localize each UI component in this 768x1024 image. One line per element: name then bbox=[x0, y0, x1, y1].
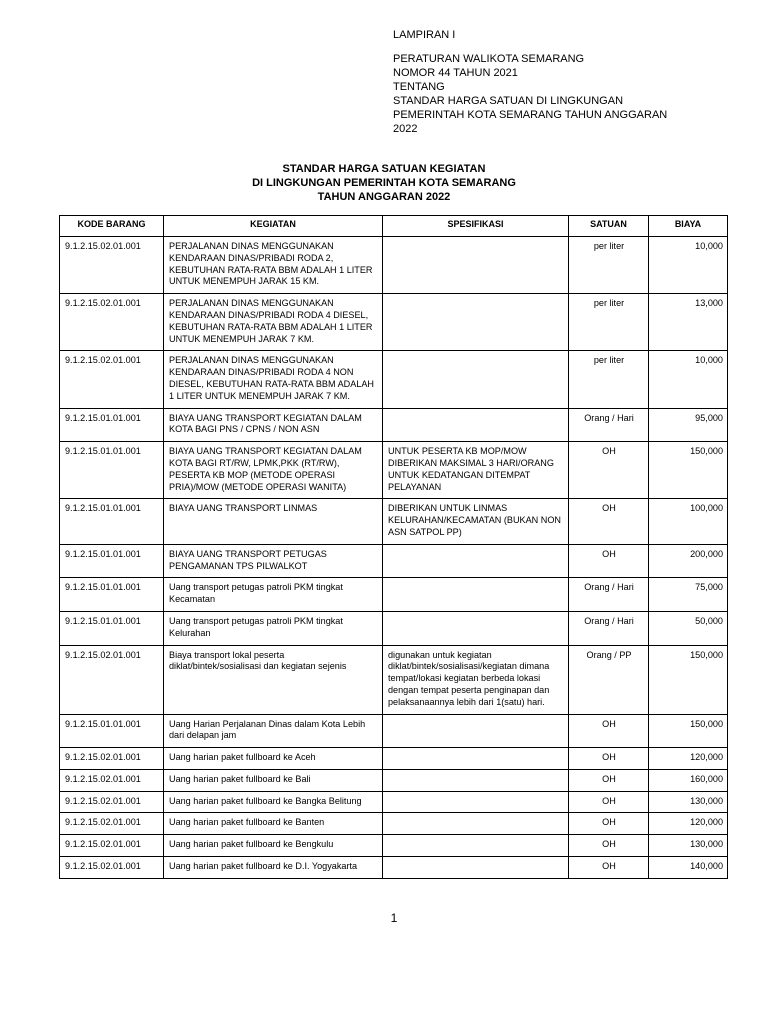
item-activity: Uang harian paket fullboard ke D.I. Yogyakarta bbox=[164, 857, 383, 879]
item-specification bbox=[383, 351, 569, 408]
column-header-biaya: BIAYA bbox=[649, 216, 728, 237]
item-code: 9.1.2.15.01.01.001 bbox=[60, 499, 164, 544]
item-cost: 10,000 bbox=[649, 237, 728, 294]
item-specification: UNTUK PESERTA KB MOP/MOW DIBERIKAN MAKSIMAL 3 HARI/ORANG UNTUK KEDATANGAN DITEMPAT PELAYANAN bbox=[383, 442, 569, 499]
item-cost: 100,000 bbox=[649, 499, 728, 544]
table-row bbox=[60, 645, 728, 714]
table-row bbox=[60, 714, 728, 748]
item-activity: BIAYA UANG TRANSPORT KEGIATAN DALAM KOTA BAGI RT/RW, LPMK,PKK (RT/RW), PESERTA KB MOP (METODE OPERASI PRIA)/MOW (METODE OPERASI WANITA) bbox=[164, 442, 383, 499]
item-cost: 120,000 bbox=[649, 813, 728, 835]
item-cost: 160,000 bbox=[649, 769, 728, 791]
item-specification bbox=[383, 237, 569, 294]
item-activity: Uang harian paket fullboard ke Bengkulu bbox=[164, 835, 383, 857]
item-cost: 130,000 bbox=[649, 835, 728, 857]
item-unit: OH bbox=[569, 769, 649, 791]
item-code: 9.1.2.15.02.01.001 bbox=[60, 791, 164, 813]
item-cost: 200,000 bbox=[649, 544, 728, 578]
table-row bbox=[60, 748, 728, 770]
item-code: 9.1.2.15.01.01.001 bbox=[60, 578, 164, 612]
title-line: TAHUN ANGGARAN 2022 bbox=[317, 191, 451, 203]
regulation-line: STANDAR HARGA SATUAN DI LINGKUNGAN bbox=[393, 95, 624, 107]
item-code: 9.1.2.15.01.01.001 bbox=[60, 442, 164, 499]
regulation-line: NOMOR 44 TAHUN 2021 bbox=[393, 67, 518, 79]
regulation-line: PEMERINTAH KOTA SEMARANG TAHUN ANGGARAN bbox=[393, 109, 668, 121]
item-cost: 10,000 bbox=[649, 351, 728, 408]
item-cost: 150,000 bbox=[649, 714, 728, 748]
item-specification bbox=[383, 578, 569, 612]
table-row bbox=[60, 813, 728, 835]
item-unit: OH bbox=[569, 544, 649, 578]
item-unit: Orang / PP bbox=[569, 645, 649, 714]
item-code: 9.1.2.15.02.01.001 bbox=[60, 857, 164, 879]
item-cost: 120,000 bbox=[649, 748, 728, 770]
column-header-kode-barang: KODE BARANG bbox=[60, 216, 164, 237]
page-number: 1 bbox=[390, 911, 398, 925]
item-cost: 140,000 bbox=[649, 857, 728, 879]
column-header-spesifikasi: SPESIFIKASI bbox=[383, 216, 569, 237]
item-activity: Uang transport petugas patroli PKM tingkat Kelurahan bbox=[164, 611, 383, 645]
table-row bbox=[60, 857, 728, 879]
item-activity: Uang harian paket fullboard ke Aceh bbox=[164, 748, 383, 770]
item-code: 9.1.2.15.02.01.001 bbox=[60, 835, 164, 857]
item-activity: PERJALANAN DINAS MENGGUNAKAN KENDARAAN DINAS/PRIBADI RODA 2, KEBUTUHAN RATA-RATA BBM ADALAH 1 LITER UNTUK MENEMPUH JARAK 15 KM. bbox=[164, 237, 383, 294]
item-specification bbox=[383, 835, 569, 857]
item-specification bbox=[383, 611, 569, 645]
item-activity: Uang transport petugas patroli PKM tingkat Kecamatan bbox=[164, 578, 383, 612]
item-code: 9.1.2.15.02.01.001 bbox=[60, 351, 164, 408]
item-code: 9.1.2.15.02.01.001 bbox=[60, 813, 164, 835]
item-code: 9.1.2.15.02.01.001 bbox=[60, 769, 164, 791]
item-unit: Orang / Hari bbox=[569, 611, 649, 645]
lampiran-label: LAMPIRAN I bbox=[393, 29, 456, 41]
item-unit: OH bbox=[569, 835, 649, 857]
regulation-line: TENTANG bbox=[393, 81, 445, 93]
regulation-reference bbox=[393, 52, 723, 136]
item-specification bbox=[383, 748, 569, 770]
item-code: 9.1.2.15.02.01.001 bbox=[60, 237, 164, 294]
item-unit: per liter bbox=[569, 237, 649, 294]
item-cost: 130,000 bbox=[649, 791, 728, 813]
item-activity: PERJALANAN DINAS MENGGUNAKAN KENDARAAN DINAS/PRIBADI RODA 4 DIESEL, KEBUTUHAN RATA-RATA BBM ADALAH 1 LITER UNTUK MENEMPUH JARAK 7 KM. bbox=[164, 294, 383, 351]
item-activity: PERJALANAN DINAS MENGGUNAKAN KENDARAAN DINAS/PRIBADI RODA 4 NON DIESEL, KEBUTUHAN RATA-RATA BBM ADALAH 1 LITER UNTUK MENEMPUH JARAK 7 KM. bbox=[164, 351, 383, 408]
item-specification: digunakan untuk kegiatan diklat/bintek/sosialisasi/kegiatan dimana tempat/lokasi kegiatan berbeda lokasi dengan tempat peserta penginapan dan pelaksanaannya lebih dari 1(satu) hari. bbox=[383, 645, 569, 714]
item-code: 9.1.2.15.02.01.001 bbox=[60, 294, 164, 351]
regulation-line: 2022 bbox=[393, 123, 418, 135]
item-cost: 75,000 bbox=[649, 578, 728, 612]
item-code: 9.1.2.15.01.01.001 bbox=[60, 714, 164, 748]
item-activity: Uang Harian Perjalanan Dinas dalam Kota Lebih dari delapan jam bbox=[164, 714, 383, 748]
item-cost: 150,000 bbox=[649, 645, 728, 714]
item-specification bbox=[383, 813, 569, 835]
item-activity: Uang harian paket fullboard ke Bali bbox=[164, 769, 383, 791]
table-row bbox=[60, 408, 728, 442]
table-row bbox=[60, 544, 728, 578]
table-row bbox=[60, 835, 728, 857]
regulation-line: PERATURAN WALIKOTA SEMARANG bbox=[393, 53, 585, 65]
item-unit: OH bbox=[569, 442, 649, 499]
price-standard-table bbox=[59, 215, 728, 879]
item-cost: 150,000 bbox=[649, 442, 728, 499]
item-specification: DIBERIKAN UNTUK LINMAS KELURAHAN/KECAMATAN (BUKAN NON ASN SATPOL PP) bbox=[383, 499, 569, 544]
item-code: 9.1.2.15.01.01.001 bbox=[60, 544, 164, 578]
item-code: 9.1.2.15.01.01.001 bbox=[60, 611, 164, 645]
item-unit: OH bbox=[569, 857, 649, 879]
item-code: 9.1.2.15.01.01.001 bbox=[60, 408, 164, 442]
table-row bbox=[60, 791, 728, 813]
item-unit: per liter bbox=[569, 351, 649, 408]
item-specification bbox=[383, 544, 569, 578]
item-specification bbox=[383, 791, 569, 813]
item-unit: OH bbox=[569, 499, 649, 544]
table-row bbox=[60, 351, 728, 408]
item-unit: OH bbox=[569, 791, 649, 813]
item-code: 9.1.2.15.02.01.001 bbox=[60, 645, 164, 714]
item-activity: BIAYA UANG TRANSPORT PETUGAS PENGAMANAN TPS PILWALKOT bbox=[164, 544, 383, 578]
item-cost: 13,000 bbox=[649, 294, 728, 351]
item-activity: BIAYA UANG TRANSPORT KEGIATAN DALAM KOTA BAGI PNS / CPNS / NON ASN bbox=[164, 408, 383, 442]
table-row bbox=[60, 442, 728, 499]
item-specification bbox=[383, 769, 569, 791]
item-activity: BIAYA UANG TRANSPORT LINMAS bbox=[164, 499, 383, 544]
table-row bbox=[60, 769, 728, 791]
item-unit: Orang / Hari bbox=[569, 578, 649, 612]
table-row bbox=[60, 611, 728, 645]
item-cost: 50,000 bbox=[649, 611, 728, 645]
item-unit: per liter bbox=[569, 294, 649, 351]
title-line: STANDAR HARGA SATUAN KEGIATAN bbox=[282, 163, 486, 175]
document-title bbox=[0, 162, 768, 204]
table-row bbox=[60, 499, 728, 544]
item-activity: Uang harian paket fullboard ke Bangka Belitung bbox=[164, 791, 383, 813]
table-row bbox=[60, 578, 728, 612]
item-unit: OH bbox=[569, 714, 649, 748]
table-row bbox=[60, 294, 728, 351]
item-activity: Uang harian paket fullboard ke Banten bbox=[164, 813, 383, 835]
table-header-row bbox=[60, 216, 728, 237]
title-line: DI LINGKUNGAN PEMERINTAH KOTA SEMARANG bbox=[252, 177, 516, 189]
item-activity: Biaya transport lokal peserta diklat/bintek/sosialisasi dan kegiatan sejenis bbox=[164, 645, 383, 714]
item-specification bbox=[383, 714, 569, 748]
column-header-kegiatan: KEGIATAN bbox=[164, 216, 383, 237]
item-specification bbox=[383, 294, 569, 351]
item-unit: OH bbox=[569, 813, 649, 835]
item-cost: 95,000 bbox=[649, 408, 728, 442]
item-unit: Orang / Hari bbox=[569, 408, 649, 442]
item-code: 9.1.2.15.02.01.001 bbox=[60, 748, 164, 770]
table-body bbox=[60, 237, 728, 879]
table-row bbox=[60, 237, 728, 294]
column-header-satuan: SATUAN bbox=[569, 216, 649, 237]
item-specification bbox=[383, 408, 569, 442]
item-unit: OH bbox=[569, 748, 649, 770]
item-specification bbox=[383, 857, 569, 879]
